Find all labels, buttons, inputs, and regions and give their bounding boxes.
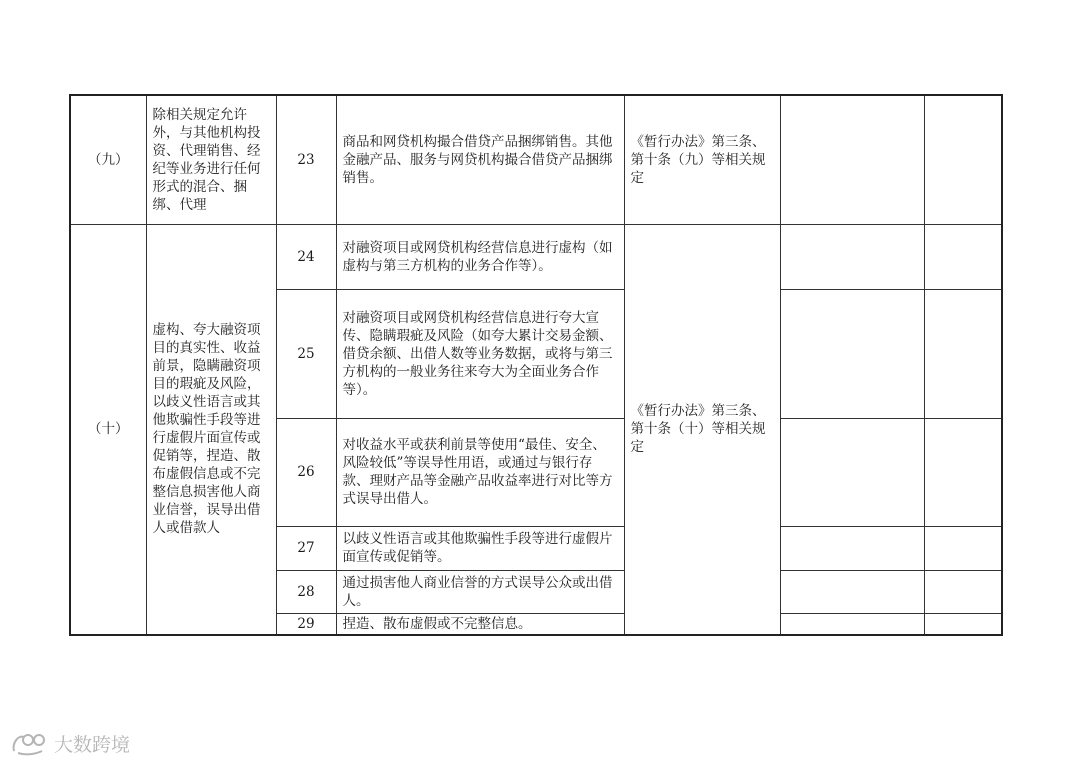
item-number: 25 [276, 289, 336, 418]
item-text: 对融资项目或网贷机构经营信息进行夸大宣传、隐瞒瑕疵及风险（如夸大累计交易金额、借贷余额、出借人数等业务数据，或将与第三方机构的一般业务往来夸大为全面业务合作等）。 [336, 289, 624, 418]
empty-cell [780, 526, 924, 570]
empty-cell [780, 289, 924, 418]
empty-cell [924, 289, 1002, 418]
item-text: 通过损害他人商业信誉的方式误导公众或出借人。 [336, 570, 624, 613]
empty-cell [924, 613, 1002, 635]
empty-cell [924, 570, 1002, 613]
category-cell: （九） [70, 95, 146, 224]
brand-logo-icon [10, 731, 50, 757]
item-number: 28 [276, 570, 336, 613]
item-text: 对收益水平或获利前景等使用“最佳、安全、风险较低”等误导性用语，或通过与银行存款、理财产品等金融产品收益率进行对比等方式误导出借人。 [336, 418, 624, 526]
watermark [10, 730, 130, 757]
item-text: 以歧义性语言或其他欺骗性手段等进行虚假片面宣传或促销等。 [336, 526, 624, 570]
item-text: 捏造、散布虚假或不完整信息。 [336, 613, 624, 635]
item-number: 23 [276, 95, 336, 224]
item-text: 对融资项目或网贷机构经营信息进行虚构（如虚构与第三方机构的业务合作等）。 [336, 224, 624, 289]
regulation-table [69, 94, 1003, 636]
empty-cell [924, 418, 1002, 526]
basis-cell: 《暂行办法》第三条、第十条（十）等相关规定 [624, 224, 780, 635]
description-cell: 除相关规定允许外，与其他机构投资、代理销售、经纪等业务进行任何形式的混合、捆绑、代理 [146, 95, 276, 224]
empty-cell [924, 526, 1002, 570]
item-text: 商品和网贷机构撮合借贷产品捆绑销售。其他金融产品、服务与网贷机构撮合借贷产品捆绑销售。 [336, 95, 624, 224]
item-number: 27 [276, 526, 336, 570]
empty-cell [780, 418, 924, 526]
watermark-text: 大数跨境 [54, 734, 131, 756]
item-number: 26 [276, 418, 336, 526]
table-row [70, 95, 1002, 224]
empty-cell [924, 95, 1002, 224]
item-number: 24 [276, 224, 336, 289]
basis-cell: 《暂行办法》第三条、第十条（九）等相关规定 [624, 95, 780, 224]
empty-cell [780, 613, 924, 635]
description-cell: 虚构、夸大融资项目的真实性、收益前景，隐瞒融资项目的瑕疵及风险，以歧义性语言或其他欺骗性手段等进行虚假片面宣传或促销等，捏造、散布虚假信息或不完整信息损害他人商业信誉，误导出借人或借款人 [146, 224, 276, 635]
category-cell: （十） [70, 224, 146, 635]
item-number: 29 [276, 613, 336, 635]
empty-cell [780, 224, 924, 289]
empty-cell [924, 224, 1002, 289]
empty-cell [780, 95, 924, 224]
table-row [70, 224, 1002, 289]
empty-cell [780, 570, 924, 613]
